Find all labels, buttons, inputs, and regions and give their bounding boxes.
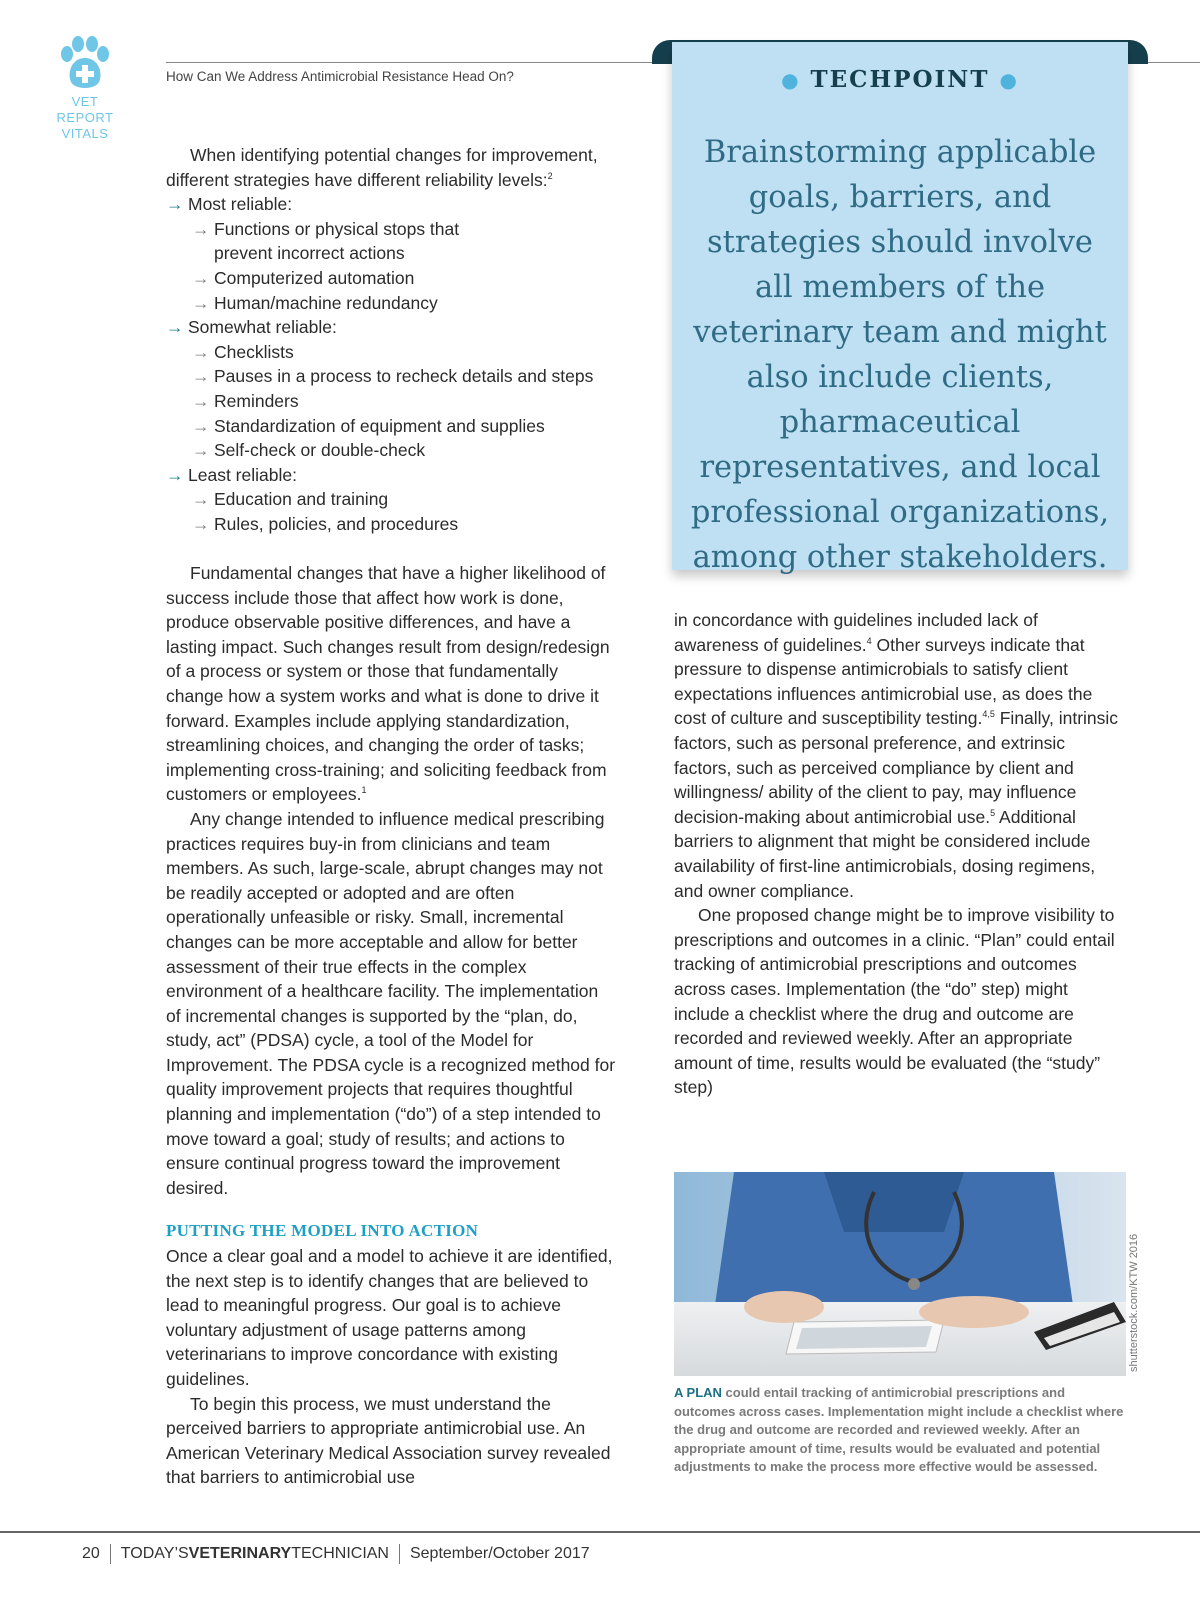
- arrow-right-icon: →: [166, 194, 184, 215]
- list-item-text: Checklists: [214, 341, 294, 362]
- photo-credit: shutterstock.com/KTW 2016: [1128, 1233, 1140, 1372]
- section-heading: PUTTING THE MODEL INTO ACTION: [166, 1221, 479, 1241]
- photo-clinician-tablet: [674, 1172, 1126, 1376]
- publication-name-part: TODAY’S: [120, 1545, 189, 1563]
- paragraph-text: in concordance with guidelines included lack of awareness of guidelines.: [674, 610, 1038, 655]
- body-paragraph: Any change intended to influence medical prescribing practices requires buy-in from clinicians and team members. As such, large-scale, abrupt changes may not be readily accepted or adopted and are often operationally unfeasible or risky. Small, incremental changes can be more acceptable and allow for better assessment of their true effects in the complex environment of a healthcare facility. The implementation of incremental changes is supported by the “plan, do, study, act” (PDSA) cycle, a tool of the Model for Improvement. The PDSA cycle is a recognized method for quality improvement projects that requires thoughtful planning and implementation (“do”) of a step intended to move toward a goal; study of results; and actions to ensure continual progress toward the improvement desired.: [166, 808, 616, 1198]
- citation-sup: 1: [361, 785, 367, 796]
- citation-sup: 2: [547, 170, 553, 181]
- arrow-right-icon: →: [192, 218, 210, 239]
- arrow-right-icon: →: [192, 440, 210, 461]
- publication-name-part: TECHNICIAN: [291, 1545, 389, 1563]
- paragraph-text: Other surveys indicate that pressure to dispense antimicrobials to satisfy client expectations influences antimicrobial use, as does the cost of culture and susceptibility testing.: [674, 634, 1093, 729]
- footer-separator: [110, 1544, 111, 1564]
- logo-line-2: REPORT: [56, 110, 114, 125]
- arrow-right-icon: →: [166, 317, 184, 338]
- list-item: [166, 512, 616, 537]
- arrow-right-icon: →: [192, 292, 210, 313]
- reliability-list-section: [166, 143, 616, 537]
- footer-rule: [0, 1531, 1200, 1533]
- paragraph-text: Finally, intrinsic factors, such as personal preference, and extrinsic factors, such as perceived compliance by client and willingness/ ability of the client to pay, may influence decision-making about antimicrobial use.: [674, 708, 1119, 827]
- arrow-right-icon: →: [192, 489, 210, 510]
- group-label: Least reliable:: [188, 464, 297, 485]
- page-number: 20: [82, 1545, 100, 1563]
- paw-cross-icon: [55, 34, 115, 94]
- arrow-right-icon: →: [192, 390, 210, 411]
- list-group-least-reliable: [166, 463, 616, 488]
- arrow-right-icon: →: [166, 464, 184, 485]
- arrow-right-icon: →: [192, 513, 210, 534]
- paragraph-text: Fundamental changes that have a higher likelihood of success include those that affect how work is done, produce observable positive differences, and have a lasting impact. Such changes result from design/redesign of a process or system or those that fundamentally change how a system works and what is done to drive it forward. Examples include applying standardization, streamlining choices, and changing the order of tasks; implementing cross-training; and soliciting feedback from customers or employees.: [166, 563, 610, 805]
- arrow-right-icon: →: [192, 267, 210, 288]
- body-paragraph: To begin this process, we must understand the perceived barriers to appropriate antimicrobial use. An American Veterinary Medical Association survey revealed that barriers to antimicrobial use: [166, 1393, 611, 1488]
- footer-separator: [399, 1544, 400, 1564]
- issue-date: September/October 2017: [409, 1545, 590, 1563]
- list-item: [166, 364, 616, 389]
- right-column-body: [674, 608, 1124, 1100]
- photo-caption: [674, 1384, 1126, 1477]
- arrow-right-icon: →: [192, 341, 210, 362]
- techpoint-title: [672, 66, 1128, 93]
- list-item: [166, 487, 616, 512]
- citation-sup: 4: [866, 635, 872, 646]
- list-item-text: Rules, policies, and procedures: [214, 513, 459, 534]
- body-paragraph: [674, 608, 1124, 903]
- list-item: [166, 291, 616, 316]
- vet-report-vitals-logo: [50, 34, 120, 142]
- list-item-text: Pauses in a process to recheck details and steps: [214, 366, 594, 387]
- list-item-text-cont: prevent incorrect actions: [214, 243, 405, 264]
- footer: [82, 1544, 590, 1564]
- citation-sup: 5: [990, 807, 996, 818]
- body-paragraph: Once a clear goal and a model to achieve it are identified, the next step is to identify changes that are believed to lead to meaningful progress. Our goal is to achieve voluntary adjustment of usage patterns among veterinarians to improve concordance with existing guidelines.: [166, 1246, 613, 1389]
- paragraph-text: Additional barriers to alignment that might be considered include availability of first-line antimicrobials, dosing regimens, and owner compliance.: [674, 806, 1096, 901]
- list-item-text: Human/machine redundancy: [214, 292, 438, 313]
- bullet-dot-icon: ●: [781, 68, 801, 92]
- group-label: Most reliable:: [188, 194, 293, 215]
- bullet-dot-icon: ●: [999, 68, 1019, 92]
- list-item: [166, 389, 616, 414]
- citation-sup: 4,5: [982, 709, 995, 720]
- list-item-text: Education and training: [214, 489, 389, 510]
- arrow-right-icon: →: [192, 415, 210, 436]
- list-item-text: Self-check or double-check: [214, 440, 426, 461]
- list-item: [166, 438, 616, 463]
- list-item-text: Reminders: [214, 390, 299, 411]
- list-item-text: Standardization of equipment and supplies: [214, 415, 545, 436]
- logo-line-1: VET: [71, 94, 99, 109]
- arrow-right-icon: →: [192, 366, 210, 387]
- caption-lead: A PLAN: [674, 1385, 722, 1400]
- list-item: [166, 340, 616, 365]
- body-paragraph: [166, 561, 616, 807]
- list-item-text: Functions or physical stops that: [214, 218, 460, 239]
- list-item-text: Computerized automation: [214, 267, 415, 288]
- list-item: [166, 414, 616, 439]
- caption-text: could entail tracking of antimicrobial prescriptions and outcomes across cases. Implementation might include a checklist where the drug and outcome are recorded and reviewed weekly. After an appropriate amount of time, results would be evaluated and potential adjustments to make the process more effective would be assessed.: [674, 1385, 1124, 1474]
- intro-paragraph: [166, 143, 616, 192]
- left-column-body: [166, 561, 616, 1490]
- techpoint-callout: [672, 42, 1128, 575]
- list-item: [166, 217, 616, 266]
- intro-text: When identifying potential changes for improvement, different strategies have different reliability levels:: [166, 145, 598, 190]
- techpoint-quote: Brainstorming applicable goals, barriers, and strategies should involve all members of the veterinary team and might also include clients, pharmaceutical representatives, and local professional organizations, among other stakeholders.: [690, 135, 1110, 575]
- publication-name-part: VETERINARY: [188, 1545, 292, 1563]
- photo-illustration: [674, 1172, 1126, 1376]
- body-paragraph: One proposed change might be to improve visibility to prescriptions and outcomes in a clinic. “Plan” could entail tracking of antimicrobial prescriptions and outcomes across cases. Implementation (the “do” step) might include a checklist where the drug and outcome are recorded and reviewed weekly. After an appropriate amount of time, results would be evaluated (the “study” step): [674, 905, 1115, 1098]
- list-group-somewhat-reliable: [166, 315, 616, 340]
- group-label: Somewhat reliable:: [188, 317, 337, 338]
- running-head: How Can We Address Antimicrobial Resistance Head On?: [166, 69, 514, 84]
- list-group-most-reliable: [166, 192, 616, 217]
- list-item: [166, 266, 616, 291]
- publication-name: [121, 1545, 389, 1562]
- logo-line-3: VITALS: [61, 126, 109, 141]
- techpoint-title-text: TECHPOINT: [810, 66, 990, 93]
